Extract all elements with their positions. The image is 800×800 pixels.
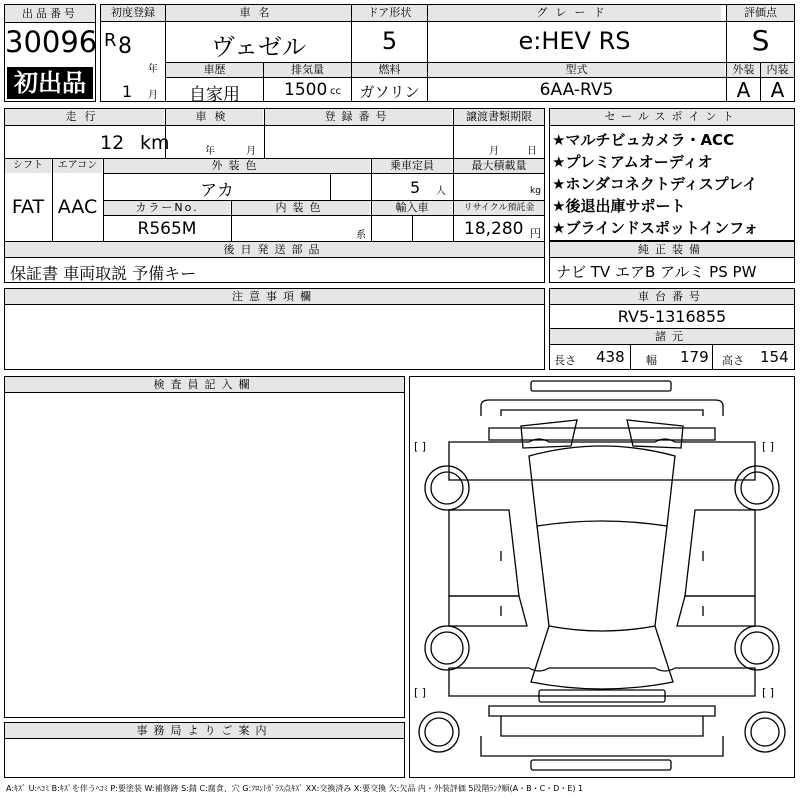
diagram-bracket-left-bottom: [ ]: [414, 686, 427, 699]
sales-point-item: ★ブラインドスポットインフォ: [552, 219, 759, 237]
genuine-label: 純正装備: [550, 242, 794, 257]
aircon-label: エアコン: [53, 159, 102, 173]
color-no-label: カラーNo.: [104, 201, 230, 215]
inspector-label: 検査員記入欄: [5, 377, 404, 392]
history-value: 自家用: [189, 85, 240, 105]
lot-box: [4, 4, 96, 102]
height-label: 高さ: [722, 354, 744, 367]
capacity-unit: 人: [436, 186, 446, 197]
score-label: 評価点: [727, 5, 794, 21]
width-label: 幅: [646, 354, 657, 367]
history-label: 車歴: [166, 63, 263, 77]
chassis-value: RV5-1316855: [617, 307, 727, 326]
fuel-value: ガソリン: [359, 83, 420, 101]
grade-value: e:HEV RS: [518, 27, 631, 55]
notes-label: 注意事項欄: [5, 289, 544, 304]
model-code-value: 6AA-RV5: [539, 80, 614, 100]
inspection-month-unit: 月: [246, 146, 256, 157]
later-parts-value: 保証書 車両取説 予備キー: [10, 264, 197, 283]
mileage-label: 走行: [5, 109, 164, 125]
length-label: 長さ: [554, 354, 576, 367]
inspection-year-unit: 年: [205, 146, 215, 157]
displacement-value: 1500: [284, 80, 328, 100]
inspection-label: 車検: [166, 109, 263, 125]
interior-color-unit: 系: [356, 230, 366, 241]
recycle-value: 18,280: [464, 219, 524, 239]
exterior-grade-label: 外装: [727, 63, 760, 77]
capacity-label: 乗車定員: [372, 159, 452, 173]
aircon-value: AAC: [57, 196, 98, 218]
diagram-bracket-left-top: [ ]: [414, 440, 427, 453]
import-label: 輸入車: [372, 201, 452, 215]
first-listing-badge: 初出品: [7, 67, 93, 99]
transfer-day-unit: 日: [527, 146, 537, 157]
transfer-label: 譲渡書類期限: [454, 109, 544, 125]
capacity-value: 5: [410, 178, 421, 197]
month-unit: 月: [148, 90, 158, 101]
mileage-unit: km: [140, 132, 170, 154]
exterior-color-value: アカ: [200, 181, 234, 201]
car-name-label: 車名: [166, 5, 351, 21]
displacement-unit: cc: [330, 86, 341, 97]
width-value: 179: [680, 348, 709, 366]
interior-grade-label: 内装: [761, 63, 794, 77]
sales-point-item: ★プレミアムオーディオ: [552, 153, 713, 171]
genuine-value: ナビ TV エアB アルミ PS PW: [556, 263, 757, 281]
later-parts-label: 後日発送部品: [5, 242, 544, 257]
exterior-grade-value: A: [736, 78, 751, 102]
color-no-value: R565M: [137, 219, 197, 239]
plate-label: 登録番号: [265, 109, 452, 125]
lot-number: 30096: [5, 25, 98, 59]
inspector-box: [4, 376, 405, 718]
first-reg-label: 初度登録: [101, 5, 165, 21]
dimensions-label: 諸元: [550, 329, 794, 344]
max-load-unit: kg: [530, 186, 541, 196]
model-code-label: 型式: [428, 63, 725, 77]
max-load-label: 最大積載量: [454, 159, 544, 173]
recycle-label: リサイクル預託金: [454, 201, 544, 215]
recycle-unit: 円: [530, 227, 541, 240]
height-value: 154: [760, 348, 789, 366]
office-label: 事務局よりご案内: [5, 723, 404, 738]
legend-text: A:ｷｽﾞ U:ﾍｺﾐ B:ｷｽﾞを伴うﾍｺﾐ P:要塗装 W:補修跡 S:錆 C:腐食、穴 G:ﾌﾛﾝﾄｶﾞﾗｽ点ｷｽﾞ XX:交換済み X:要交換 欠:欠品 内・外装評価 5段階ﾗﾝｸ順(A・B・C・D・E) 1: [6, 784, 584, 793]
sales-point-item: ★マルチビュカメラ・ACC: [552, 131, 735, 149]
car-outline-diagram: [409, 376, 795, 778]
transfer-month-unit: 月: [489, 146, 499, 157]
shift-label: シフト: [5, 159, 51, 173]
sales-point-item: ★後退出庫サポート: [552, 197, 686, 215]
interior-color-label: 内装色: [232, 201, 370, 215]
lot-label: 出品番号: [5, 5, 95, 23]
shift-value: FAT: [11, 196, 45, 218]
mileage-value: 12: [100, 132, 125, 154]
diagram-bracket-right-top: [ ]: [762, 440, 775, 453]
year-unit: 年: [148, 64, 158, 75]
sales-points-label: セールスポイント: [550, 109, 794, 125]
door-value: 5: [381, 27, 398, 55]
sales-point-item: ★ホンダコネクトディスプレイ: [552, 175, 758, 193]
interior-grade-value: A: [770, 78, 785, 102]
length-value: 438: [596, 348, 625, 366]
grade-label: グレード: [428, 5, 721, 21]
fuel-label: 燃料: [352, 63, 427, 77]
era-value: R: [104, 30, 117, 51]
chassis-label: 車台番号: [550, 289, 794, 304]
displacement-label: 排気量: [264, 63, 351, 77]
month-value: 1: [122, 82, 133, 101]
exterior-color-label: 外装色: [104, 159, 370, 173]
score-value: S: [751, 24, 770, 57]
year-value: 8: [118, 34, 132, 59]
car-name-value: ヴェゼル: [210, 33, 307, 61]
door-label: ドア形状: [352, 5, 427, 21]
diagram-bracket-right-bottom: [ ]: [762, 686, 775, 699]
